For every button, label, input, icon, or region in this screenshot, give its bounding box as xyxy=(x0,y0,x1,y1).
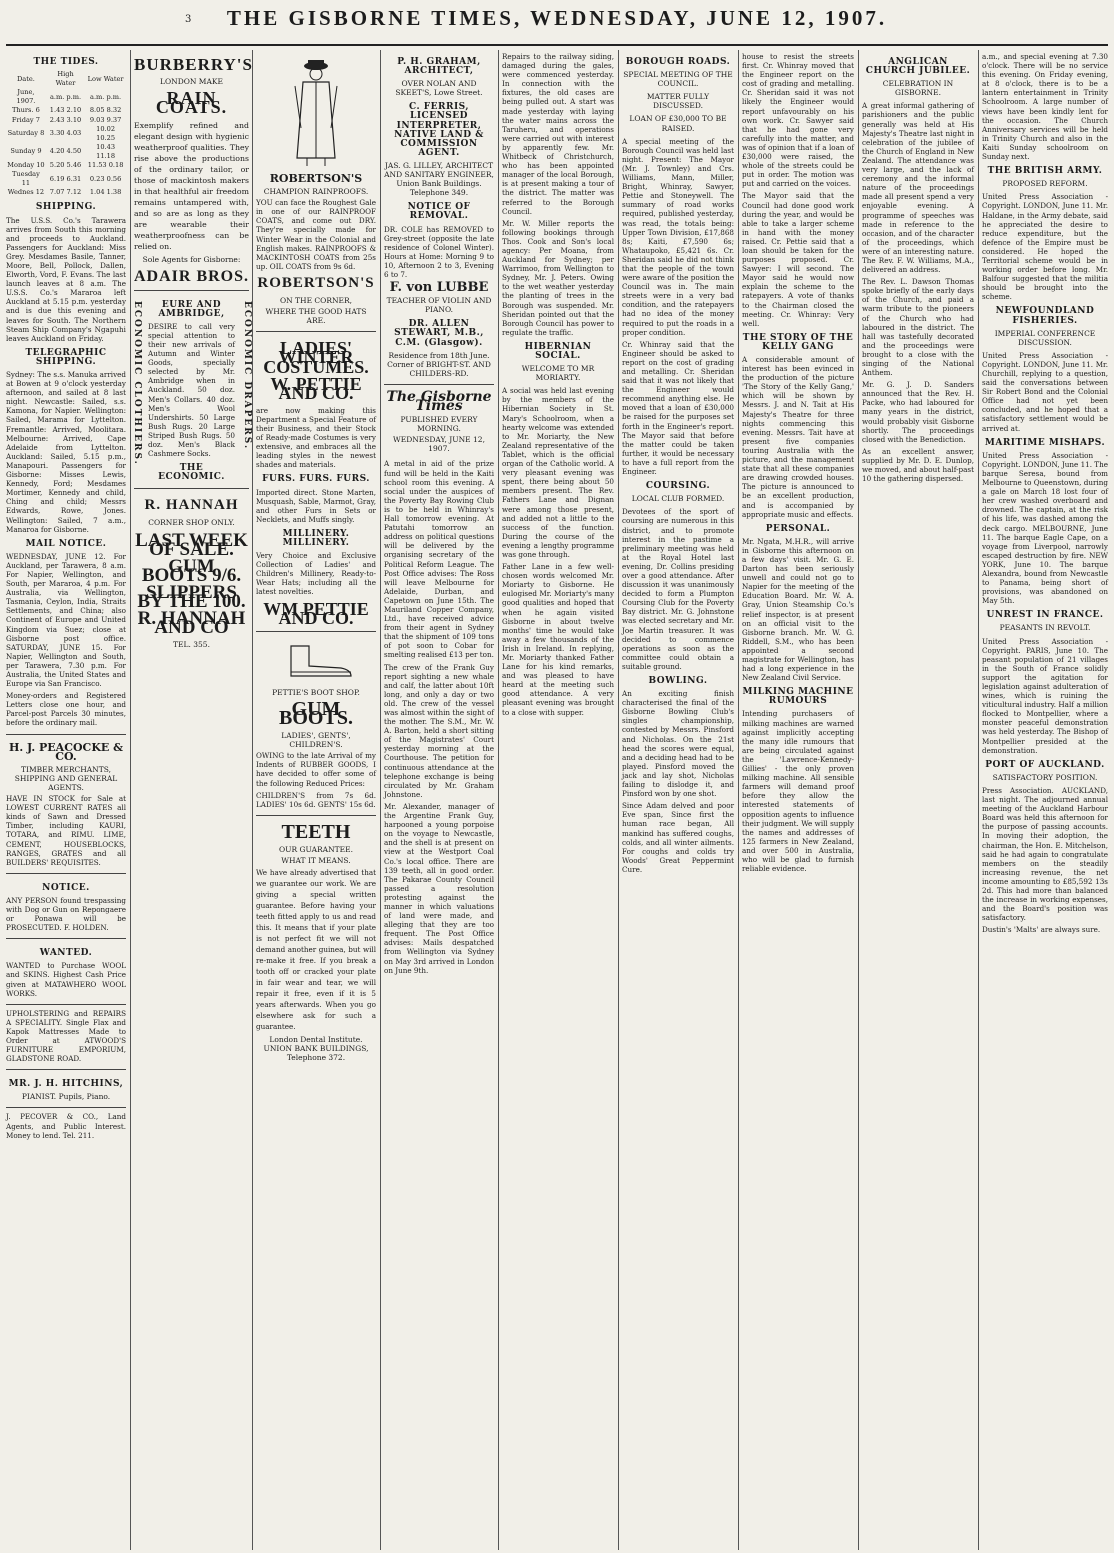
teeth-sub: OUR GUARANTEE. xyxy=(279,844,353,854)
column-cables xyxy=(982,52,1108,1547)
table-cell: 5.20 5.46 xyxy=(49,161,82,170)
editorial-paragraph: Mr. Alexander, manager of the Argentine Frank Guy, harpooned a young porpoise on the voyage to Newcastle, and the shell is at present on view at the Westport Coal Co.'s local office. There are 139 teeth, all in good order. The Pakarae County Council passed a resolution protesting against the manner in which valuations of land were made, and alleging that they are too frequent. The Post Office advises: Mails despatched from Wellington via Sydney on May 3rd arrived in London on June 9th. xyxy=(384,801,494,975)
table-cell: 10.02 10.25 xyxy=(96,124,116,142)
economic-clothiers-label: ECONOMIC CLOTHIERS. xyxy=(132,300,143,466)
hitchins-ad xyxy=(6,1069,126,1101)
masthead-rule xyxy=(6,44,1108,46)
tides-title: THE TIDES. xyxy=(33,57,99,67)
borough-sub2: MATTER FULLY DISCUSSED. xyxy=(646,92,710,111)
table-cell: Thurs. 6 xyxy=(12,106,40,115)
burberry-text: Exemplify refined and elegant design with hygienic weatherproof qualities. They rise above the productions of the ordinary tailor, or those of mackintosh makers in that healthful air freedom remains untampered with, and so are as long as they are wearable their weatherproofness can be relied on. xyxy=(134,121,249,252)
personal-text: Mr. Ngata, M.H.R., will arrive in Gisborne this afternoon on a few days' visit. Mr. G. E. Darton has been seriously unwell and could not go to Napier for the meeting of the Education Board. Mr. W. A. Gray, Union Steamship Co.'s relief inspector, is at present on an official visit to the Gisborne branch. Mr. W. G. Riddell, S.M., who has been appointed a second magistrate for Wellington, has had a long experience in the New Zealand Civil Service. xyxy=(742,536,854,683)
borough-text: A special meeting of the Borough Council was held last night. Present: The Mayor (Mr. J. Townley) and Crs. Williams, Mann, Miller, Bright, Whinray, Sawyer, Pettie and Stoneywell. The summary of road works required, published yesterday, was read, the totals being: Upper Town Division, £17,868 8s; Kaiti, £7,590 6s; Whataupoko, £5,421 6s. Cr. Sheridan said he did not think that the people of the town were aware of the position the Council was in. The main streets were in a very bad condition, and the ratepayers had no idea of the money required to put the roads in a proper condition. xyxy=(622,136,734,337)
millinery-text: Very Choice and Exclusive Collection of Ladies' and Children's Millinery, Ready-to-Wear Hats; including all the latest novelties. xyxy=(256,551,376,597)
table-row xyxy=(6,106,126,115)
robertson-sub: CHAMPION RAINPROOFS. xyxy=(263,187,369,197)
peacocke-ad xyxy=(6,734,126,867)
table-row xyxy=(6,88,126,106)
table-row xyxy=(6,143,126,161)
teeth-title: TEETH xyxy=(281,820,351,843)
pettie-text: are now making this Department a Special Feature of their Business, and their Stock of Ready-made Costumes is very extensive, and embraces all the leading styles in the newest shades and materials. xyxy=(256,405,376,470)
table-cell: 0.23 0.56 xyxy=(89,174,122,183)
adair-ad xyxy=(132,290,252,483)
adair-text: DESIRE to call very special attention to their new arrivals of Autumn and Winter Goods, specially selected by Mr. Ambridge when in Auckland. 50 doz. Men's Collars. 40 doz. Men's Wool Undershirts. 50 Large Bush Rugs. 20 Large Striped Bush Rugs. 50 doz. Men's Black Cashmere Socks. xyxy=(148,321,235,459)
table-cell: Sunday 9 xyxy=(10,147,42,156)
column-rule xyxy=(252,50,253,1550)
hannah-co: R. HANNAH AND CO xyxy=(137,608,246,639)
hibernian-sub: WELCOME TO MR MORIARTY. xyxy=(521,364,595,383)
last-week-headline: LAST WEEK OF SALE. xyxy=(135,529,248,560)
pettie-name: W. PETTIE AND CO. xyxy=(270,373,362,403)
auckland-sub: SATISFACTORY POSITION. xyxy=(992,772,1098,782)
table-cell: Monday 10 xyxy=(7,161,45,170)
telegraphic-text: Sydney: The s.s. Manuka arrived at Bowen at 9 o'clock yesterday afternoon, and sailed at 8 last night. Newcastle: Sailed, s.s. Kamona, for Napier. Wellington: Sailed, Marama for Lyttelton. Fremantle: Arrived, Moolitara. Melbourne: Arrived, Cape Adelaide from Lyttelton. Auckland: Sailed, 5.15 p.m., Manapouri. Passengers for Gisborne: Misses Lewis, Kennedy, Ford; Mesdames Mortimer, Kennedy and child, Ching and child; Messrs Edwards, Rowe, Jones. Wellington: Sailed, 7 a.m., Manaroa for Gisborne. xyxy=(6,370,126,534)
lubbe-name: F. von LUBBE xyxy=(389,280,489,296)
anglican-sub: CELEBRATION IN GISBORNE. xyxy=(882,79,954,98)
corner-name: ROBERTSON'S xyxy=(257,274,375,291)
pecover-text: J. PECOVER & CO., Land Agents, and Public Interest. Money to lend. Tel. 211. xyxy=(6,1112,126,1140)
gum-boots-prices: CHILDREN'S from 7s 6d. LADIES' 10s 6d. GENTS' 15s 6d. xyxy=(256,790,376,809)
table-cell: Saturday 8 xyxy=(7,129,45,138)
coursing-title: COURSING. xyxy=(645,481,711,492)
upholster-text: UPHOLSTERING and REPAIRS A SPECIALITY. Single Flax and Kapok Mattresses Made to Order at ATWOOD'S FURNITURE EMPORIUM, GLADSTONE ROAD. xyxy=(6,1008,126,1064)
kelly-title: THE STORY OF THE KELLY GANG xyxy=(742,332,854,352)
council-paragraph: The Mayor said that the Council had done good work during the year, and would be able to take a larger scheme in hand with the money raised. Cr. Pettie said that a loan should be taken for the purposes proposed. Cr. Sawyer: I will second. The Mayor said he would now explain the scheme to the ratepayers. A vote of thanks to the Chairman closed the meeting. Cr. Whinray: Very well. xyxy=(742,191,854,328)
pecover-ad xyxy=(6,1107,126,1139)
hannah-tel: TEL. 355. xyxy=(173,640,210,650)
stewart-text: Residence from 18th June. Corner of BRIGHT-ST. AND CHILDERS-RD. xyxy=(387,350,491,378)
borough-text: Cr. Whinray said that the Engineer should be asked to report on the cost of grading and metalling. Cr. Sheridan said that it was not likely that the Engineer would recommend anything else. He moved that a loan of £30,000 be raised for the purposes set forth in the Engineer's report. The Mayor said that before the matter could be taken further, it would be necessary to have a full report from the Engineer. xyxy=(622,339,734,477)
table-cell: 11.53 0.18 xyxy=(87,161,124,170)
column-local-news xyxy=(502,52,614,1547)
hitchins-name: MR. J. H. HITCHINS, xyxy=(8,1079,124,1090)
hannah-name: R. HANNAH xyxy=(144,497,239,514)
column-anglican-jubilee xyxy=(862,52,974,1547)
anglican-closing: As an excellent answer, supplied by Mr. D. E. Dunlop, we moved, and about half-past 10 the gathering dispersed. xyxy=(862,446,974,484)
gum-boots-sub: LADIES', GENTS', CHILDREN'S. xyxy=(281,731,351,750)
table-cell: 1.04 1.38 xyxy=(89,188,122,197)
teeth-text: We have already advertised that we guarantee our work. We are giving a special written guarantee. Before having your teeth fitted apply to us and read this. It means that if your plate is not perfect fit we will not demand another guinea, but will re-make it free. If you break a tooth off or cracked your plate in fair wear and tear, we will repair it free, even if it is 5 years afterwards. When you go elsewhere ask for such a guarantee. xyxy=(256,868,376,1032)
unrest-sub: PEASANTS IN REVOLT. xyxy=(999,623,1091,633)
anglican-text: A great informal gathering of parishioners and the public generally was held at His Majesty's Theatre last night in celebration of the jubilee of the Church of England in New Zealand. The attendance was very large, and the lack of ceremony and the informal nature of the proceedings made all present spend a very enjoyable evening. A programme of speeches was made in reference to the occasion, and of the character of the proceedings, which were of an interesting nature. The Rev. F. W. Williams, M.A., delivered an address. xyxy=(862,101,974,275)
borough-sub: SPECIAL MEETING OF THE COUNCIL. xyxy=(623,70,733,89)
table-row xyxy=(6,116,126,125)
ladies-title: LADIES' WINTER COSTUMES. xyxy=(263,338,369,377)
mishaps-text: United Press Association - Copyright. LONDON, June 11. The barque Seresa, bound from Melbourne to Queenstown, during a gale on March 18 lost four of her crew washed overboard and drowned. The captain, at the risk of his life, was dashed among the deck cargo. MELBOURNE, June 11. The barque Eagle Cape, on a voyage from Liverpool, narrowly escaped destruction by fire. NEW YORK, June 10. The barque Alexandra, bound from Newcastle to Panama, being short of provisions, was abandoned on May 5th. xyxy=(982,450,1108,606)
column-tides-shipping xyxy=(6,52,126,1547)
pettie-boot: PETTIE'S BOOT SHOP. xyxy=(272,687,360,697)
mail-text: WEDNESDAY, JUNE 12. For Auckland, per Tarawera, 8 a.m. For Napier, Wellington, and South, per Mararoa, 4 p.m. For Australia, via Wellington, Tasmania, Ceylon, India, Straits Settlements, and China; also Continent of Europe and United Kingdom via Suez; close at Gisborne post office. SATURDAY, JUNE 15. For Napier, Wellington and South, per Tarawera, 7.30 p.m. For Australia, the United States and Europe via San Francisco. xyxy=(6,551,126,689)
mishaps-title: MARITIME MISHAPS. xyxy=(984,437,1106,448)
agent-label: Sole Agents for Gisborne: xyxy=(142,255,241,265)
adair-name: ADAIR BROS. xyxy=(134,268,250,286)
column-council-personal xyxy=(742,52,854,1547)
column-rule xyxy=(618,50,619,1550)
kelly-text: A considerable amount of interest has been evinced in the production of the picture 'The Story of the Kelly Gang,' which will be shown by Messrs. J. and N. Tait at His Majesty's Theatre for three nights commencing this evening. Messrs. Tait have at present five companies touring Australia with the picture, and the management state that all these companies are drawing crowded houses. The picture is announced to be an excellent production, and is accompanied by appropriate music and effects. xyxy=(742,355,854,519)
notice-title: NOTICE. xyxy=(42,882,90,893)
table-cell: Tuesday 11 xyxy=(12,170,40,188)
peacocke-text: HAVE IN STOCK for Sale at LOWEST CURRENT RATES all kinds of Sawn and Dressed Timber, including KAURI, TOTARA, and RIMU. LIME, CEMENT, HOUSEBLOCKS, RANGES, GRATES and all BUILDERS' REQUISITES. xyxy=(6,794,126,867)
pettie-co: WM PETTIE AND CO. xyxy=(263,598,369,628)
graham-ad: P. H. GRAHAM, ARCHITECT, xyxy=(397,57,481,77)
wanted-text: WANTED to Purchase WOOL and SKINS. Highest Cash Price given at MATAWHERO WOOL WORKS. xyxy=(6,961,126,998)
shipping-text: The U.S.S. Co.'s Tarawera arrives from South this morning and proceeds to Auckland. Passengers for Auckland: Miss Grey. Mesdames Basile, Tanner, Moore, Bell, Pollock, Dallen, Elworth, Vord, F. Evans. The last launch leaves at 8 a.m. The U.S.S. Co.'s Mararoa left Auckland at 5.15 p.m. yesterday and is due this evening and leaves for South. The Northern Steam Ship Company's Ngapuhi leaves Auckland on Friday. xyxy=(6,215,126,343)
peppermint-cure-ad: Since Adam delved and poor Eve span, Since first the human race began, All mankind has suffered coughs, colds, and all winter ailments. For coughs and colds try Woods' Great Peppermint Cure. xyxy=(622,801,734,874)
burberry-title: BURBERRY'S xyxy=(134,55,253,74)
table-cell: 4.20 4.50 xyxy=(49,147,82,156)
wanted-ad xyxy=(6,938,126,997)
table-header: Low Water xyxy=(87,74,124,83)
gum-boots-title: GUM BOOTS. xyxy=(279,697,353,729)
hannah-ad xyxy=(134,488,249,649)
table-cell: Friday 7 xyxy=(11,115,40,124)
table-cell: a.m. p.m. xyxy=(49,92,82,101)
column-professional-editorial xyxy=(384,52,494,1547)
table-cell: a.m. p.m. xyxy=(90,92,122,101)
column-robertson-pettie xyxy=(256,52,376,1547)
paper-sub: PUBLISHED EVERY MORNING. xyxy=(400,415,478,434)
newfoundland-sub: IMPERIAL CONFERENCE DISCUSSION. xyxy=(994,328,1096,347)
shipping-title: SHIPPING. xyxy=(35,202,97,213)
notice-text: ANY PERSON found trespassing with Dog or Gun on Repongaere or Ponawa will be PROSECUTED. F. HOLDEN. xyxy=(6,895,126,933)
table-row xyxy=(6,188,126,197)
table-cell: Wednes 12 xyxy=(7,188,45,197)
table-cell: 8.05 8.32 xyxy=(89,106,122,115)
council-paragraph: house to resist the streets first. Cr. Whinray moved that the Engineer report on the cost of grading and metalling. Cr. Sheridan said it was not likely the Engineer would report unfavourably on his own work. Cr. Sawyer said that he had gone very carefully into the matter, and was of opinion that if a loan of £30,000 were raised, the whole of the streets could be put in order. The motion was put and carried on the voices. xyxy=(742,52,854,189)
table-row xyxy=(6,161,126,170)
army-title: THE BRITISH ARMY. xyxy=(987,166,1103,177)
robertson-text: YOU can face the Roughest Gale in one of our RAINPROOF COATS, and come out DRY. They're specially made for Winter Wear in the Colonial and English makes. RAINPROOFS & MACKINTOSH COATS from 25s up. OIL COATS from 9s 6d. xyxy=(256,198,376,271)
hitchins-sub: PIANIST. Pupils, Piano. xyxy=(21,1092,111,1102)
gum-boots-ad xyxy=(256,631,376,809)
closing-text: Dustin's 'Malts' are always sure. xyxy=(982,925,1101,935)
wanted-title: WANTED. xyxy=(39,948,93,959)
burberry-sub: LONDON MAKE xyxy=(160,77,223,87)
economic-title: THE ECONOMIC. xyxy=(158,463,225,483)
table-header: Date. xyxy=(17,74,35,83)
table-cell: 2.43 3.10 xyxy=(49,115,82,124)
mail-title: MAIL NOTICE. xyxy=(25,538,107,549)
anglican-text: Mr. G. J. D. Sanders announced that the Rev. H. Packe, who had laboured for many years in the district, would probably visit Gisborne shortly. The proceedings closed with the Benediction. xyxy=(862,380,974,444)
hibernian-text: Father Lane in a few well-chosen words welcomed Mr. Moriarty to Gisborne. He eulogised Mr. Moriarty's many good qualities and hoped that when he again visited Gisborne in about twelve months' time he would take away a few thousands of the Irish in Ireland. In replying, Mr. Moriarty thanked Father Lane for his kind remarks, and was pleased to have heard at the meeting such good attendance. A very pleasant evening was brought to a close with supper. xyxy=(502,562,614,717)
column-rule xyxy=(130,50,131,1550)
lubbe-sub: TEACHER OF VIOLIN AND PIANO. xyxy=(386,296,492,315)
column-rule xyxy=(978,50,979,1550)
auckland-title: PORT OF AUCKLAND. xyxy=(985,759,1105,770)
table-cell: 7.07 7.12 xyxy=(49,188,82,197)
table-row xyxy=(6,70,126,88)
newfoundland-text: United Press Association - Copyright. LONDON, June 11. Mr. Churchill, replying to a question, said the conversations between Sir Robert Bond and the Colonial Office had not yet been concluded, and he hoped that a satisfactory settlement would be arrived at. xyxy=(982,350,1108,433)
pettie-ad xyxy=(256,331,376,628)
burberry-big: RAIN COATS. xyxy=(155,88,228,118)
removal-text: DR. COLE has REMOVED to Grey-street (opposite the late residence of Colonel Winter). Hours at Home: Morning 9 to 10, Afternoon 2 to 3, Evening 6 to 7. xyxy=(384,224,494,279)
table-cell: 6.19 6.31 xyxy=(49,174,82,183)
upholster-ad xyxy=(6,1004,126,1064)
auckland-text: Press Association. AUCKLAND, last night. The adjourned annual meeting of the Auckland Harbour Board was held this afternoon for the purpose of passing accounts. In moving their adoption, the chairman, the Hon. E. Mitchelson, said he had again to congratulate members on the steadily increasing revenue, the net income amounting to £85,592 13s 2d. This had more than balanced the increase in working expenses, and the Board's position was satisfactory. xyxy=(982,785,1108,923)
column-rule xyxy=(498,50,499,1550)
editorial-paragraph: The crew of the Frank Guy report sighting a new whale and calf, the latter about 10ft long, and only a day or two old. The crew of the vessel was almost within the sight of the mother. The S.M., Mr. W. A. Barton, held a short sitting of the Magistrates' Court yesterday morning at the Courthouse. The petition for continuous attendance at the telephone exchange is being circulated by Mr. Graham Johnstone. xyxy=(384,662,494,799)
anglican-title: ANGLICAN CHURCH JUBILEE. xyxy=(865,57,971,77)
unrest-text: United Press Association - Copyright. PARIS, June 10. The peasant population of 21 villages in the South of France solidly support the agitation for legislation against adulteration of wines, which is ruining the viticultural industry. Half a million flocked to Montpellier, where a monster peaceful demonstration was held yesterday. The Bishop of Montpellier presided at the demonstration. xyxy=(982,636,1108,755)
table-cell: 1.43 2.10 xyxy=(49,106,82,115)
newspaper-title: THE GISBORNE TIMES, WEDNESDAY, JUNE 12, 1907. xyxy=(226,6,888,30)
editorial-header xyxy=(384,384,494,454)
boot-icon xyxy=(271,642,361,682)
newfoundland-title: NEWFOUNDLAND FISHERIES. xyxy=(995,306,1095,326)
table-cell: 3.30 4.03 xyxy=(49,129,82,138)
bowling-text: An exciting finish characterised the final of the Gisborne Bowling Club's singles championship, contested by Messrs. Pinsford and Nicholas. On the 21st head the scores were equal, and a deciding head had to be played. Pinsford moved the jack and lay shot, Nicholas failing to dislodge it, and Pinsford won by one shot. xyxy=(622,689,734,799)
telegraphic-title: TELEGRAPHIC SHIPPING. xyxy=(25,347,107,367)
corner-sub: ON THE CORNER, xyxy=(279,296,353,306)
lilley-ad: JAS. G. LILLEY, ARCHITECT AND SANITARY ENGINEER, Union Bank Buildings. Telephone 349. xyxy=(384,160,494,198)
economic-drapers-label: ECONOMIC DRAPERS. xyxy=(242,300,252,450)
tides-table xyxy=(6,70,126,197)
page-number: 3 xyxy=(185,14,192,25)
stewart-name: DR. ALLEN STEWART, M.B., C.M. (Glasgow). xyxy=(394,319,484,348)
man-in-raincoat-illustration xyxy=(281,58,351,168)
peacocke-sub: TIMBER MERCHANTS, SHIPPING AND GENERAL AGENTS. xyxy=(14,764,118,792)
milking-text: Intending purchasers of milking machines are warned against implicitly accepting the many idle rumours that are being circulated against the 'Lawrence-Kennedy-Gillies' - the only proven milking machine. All sensible farmers will demand proof before they allow the interested statements of opposition agents to influence their judgment. We will supply the names and addresses of 125 farmers in New Zealand, and over 500 in Australia, who will be glad to furnish reliable evidence. xyxy=(742,709,854,874)
masthead xyxy=(0,0,1114,46)
gum-boots-headline: GUM BOOTS 9/6. xyxy=(141,555,242,586)
anglican-text: The Rev. L. Dawson Thomas spoke briefly of the early days of the Church, and paid a warm tribute to the pioneers of the Church who had laboured in the district. The hall was tastefully decorated and the proceedings were brought to a close with the singing of the National Anthem. xyxy=(862,277,974,378)
hibernian-title: HIBERNIAN SOCIAL. xyxy=(524,341,592,361)
table-row xyxy=(6,170,126,188)
table-cell: 9.03 9.37 xyxy=(89,115,122,124)
table-header: High Water xyxy=(55,70,76,88)
column-rule xyxy=(738,50,739,1550)
coursing-text: Devotees of the sport of coursing are numerous in this district, and to promote interest in the pastime a preliminary meeting was held at the Royal Hotel last evening, Dr. Collins presiding over a good attendance. After discussion it was unanimously decided to form a Plumpton Coursing Club for the Poverty Bay district. Mr. G. Johnstone was elected secretary and Mr. Joe Martin treasurer. It was decided to commence operations as soon as the committee could obtain a suitable ground. xyxy=(622,507,734,671)
news-paragraph: Repairs to the railway siding, damaged during the gales, were commenced yesterday. In connection with the fixtures, the old cases are being pulled out. A start was made yesterday with laying the water mains across the Taruheru, and operations were carried out with interest by apparently few. Mr. Whitbeck of Christchurch, who has been appointed manager of the local Borough, is at present making a tour of the district. The matter was referred to the Borough Council. xyxy=(502,52,614,216)
slippers-headline: SLIPPERS BY THE 100. xyxy=(137,581,246,612)
borough-title: BOROUGH ROADS. xyxy=(625,57,731,67)
church-notice: a.m., and special evening at 7.30 o'clock. There will be no service this evening. On Friday evening, at 8 o'clock, there is to be a lantern entertainment in Trinity Schoolroom. A large number of views have been kindly lent for the occasion. The Church Anniversary services will be held in Trinity Church and also in the Kaiti Sunday schoolroom on Sunday next. xyxy=(982,52,1108,162)
teeth-firm: London Dental Institute. UNION BANK BUILDINGS, Telephone 372. xyxy=(263,1035,369,1063)
corner-tag: WHERE THE GOOD HATS ARE. xyxy=(265,307,367,326)
adair-sub: EURE AND AMBRIDGE, xyxy=(158,299,225,319)
unrest-title: UNREST IN FRANCE. xyxy=(986,610,1104,621)
millinery-title: MILLINERY. MILLINERY. xyxy=(282,528,350,548)
column-burberry-adair xyxy=(132,52,253,1547)
peacocke-name: H. J. PEACOCKE & CO. xyxy=(8,740,124,763)
army-sub: PROPOSED REFORM. xyxy=(1002,179,1088,189)
table-cell: 10.43 11.18 xyxy=(96,142,116,160)
notice-ad xyxy=(6,873,126,932)
mail-note: Money-orders and Registered Letters close one hour, and Parcel-post Parcels 30 minutes, before the ordinary mail. xyxy=(6,691,126,728)
gum-boots-text: OWING to the late Arrival of my Indents of RUBBER GOODS, I have decided to offer some of the following Reduced Prices: xyxy=(256,751,376,788)
borough-sub3: LOAN OF £30,000 TO BE RAISED. xyxy=(629,114,727,133)
robertson-title: ROBERTSON'S xyxy=(269,172,363,185)
table-cell: June, 1907. xyxy=(16,88,36,106)
furs-title: FURS. FURS. FURS. xyxy=(262,474,370,485)
furs-text: Imported direct. Stone Marten, Musquash, Sable, Marmot, Gray, and other Furs in Sets or Necklets, and Muffs singly. xyxy=(256,487,376,524)
army-text: United Press Association - Copyright. LONDON, June 11. Mr. Haldane, in the Army debate, said he appreciated the desire to reduce expenditure, but the defence of the Empire must be considered. He hoped the Territorial scheme would be in working order before long. Mr. Balfour suggested that the militia should be brought into the scheme. xyxy=(982,192,1108,302)
column-rule xyxy=(858,50,859,1550)
teeth-q: WHAT IT MEANS. xyxy=(281,855,351,865)
column-borough-roads xyxy=(622,52,734,1547)
paper-date: WEDNESDAY, JUNE 12, 1907. xyxy=(393,435,485,454)
bowling-title: BOWLING. xyxy=(648,676,708,686)
milking-title: MILKING MACHINE RUMOURS xyxy=(742,687,854,707)
paper-title: The Gisborne Times xyxy=(386,388,492,414)
teeth-ad xyxy=(256,815,376,1063)
graham-sub: OVER NOLAN AND SKEET'S, Lowe Street. xyxy=(395,79,483,98)
coursing-sub: LOCAL CLUB FORMED. xyxy=(631,494,725,504)
removal-title: NOTICE OF REMOVAL. xyxy=(407,202,471,222)
column-rule xyxy=(380,50,381,1550)
personal-title: PERSONAL. xyxy=(765,523,831,534)
editorial-paragraph: A metal in aid of the prize fund will be held in the Kaiti school room this evening. A social under the auspices of the Poverty Bay Rowing Club is to be held in Whinray's Hall tomorrow evening. At Patutahi tomorrow an address on political questions will be delivered by the organising secretary of the Political Reform League. The Post Office advises: The Ross will leave Melbourne for Adelaide, Durban, and Capetown on June 15th. The Mauriland Copper Company, Ltd., have received advice from their agent in Sydney that the shipment of 109 tons of pot soon to Cobar for smelting realised £13 per ton. xyxy=(384,459,494,660)
hannah-sub: CORNER SHOP ONLY. xyxy=(148,518,235,528)
table-row xyxy=(6,125,126,143)
news-paragraph: Mr. W. Miller reports the following bookings through Thos. Cook and Son's local agency: Per Moana, from Auckland for Sydney; per Warrimoo, from Wellington to Sydney, Mr. J. Peters. Owing to the wet weather yesterday the planting of trees in the Borough was suspended. Mr. Sheridan pointed out that the Borough Council has power to regulate the traffic. xyxy=(502,218,614,337)
ferris-ad: C. FERRIS, LICENSED INTERPRETER, NATIVE LAND & COMMISSION AGENT. xyxy=(394,102,484,158)
hibernian-text: A social was held last evening by the members of the Hibernian Society in St. Mary's Schoolroom, when a hearty welcome was extended to Mr. Moriarty, the New Zealand representative of the Tablet, which is the official organ of the Catholic world. A very pleasant evening was spent, there being about 50 members present. The Rev. Fathers Lane and Dignan were among those present, and added not a little to the success of the function. During the course of the evening a lengthy programme was gone through. xyxy=(502,386,614,559)
